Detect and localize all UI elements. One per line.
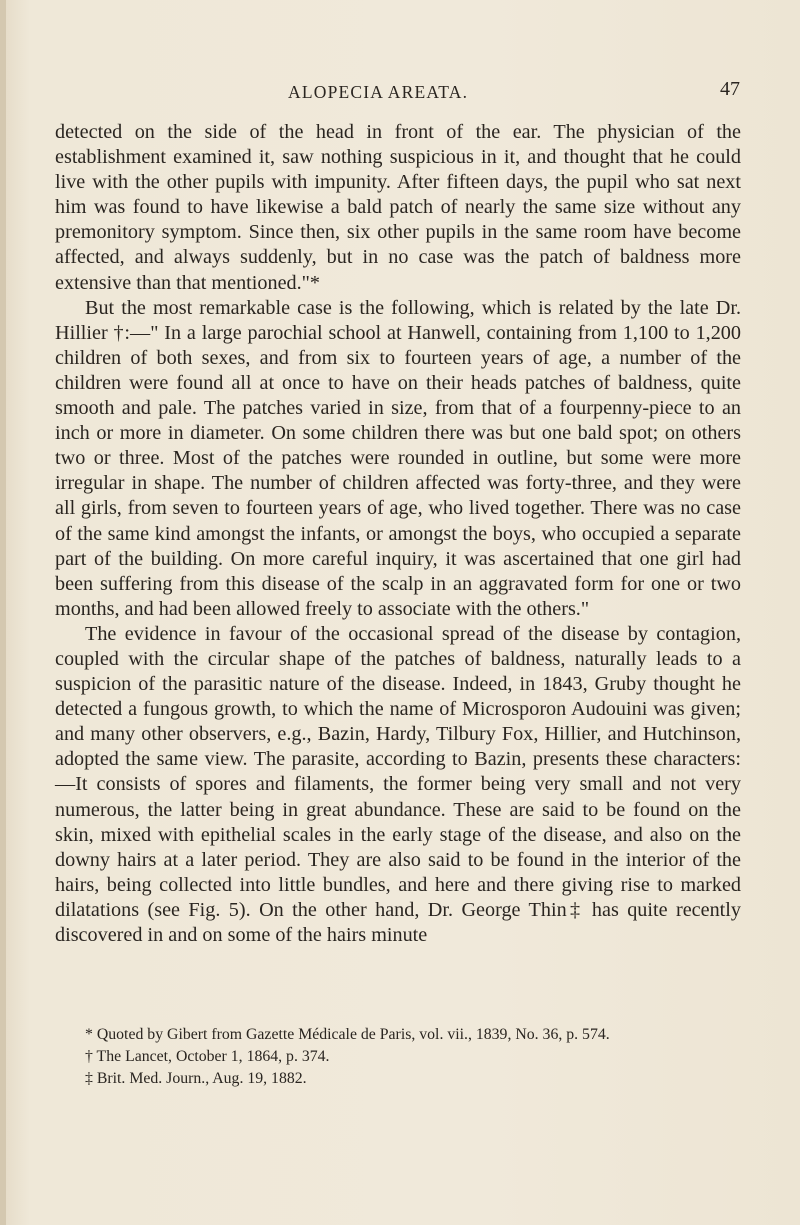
paragraph-continued: detected on the side of the head in front of the ear. The physician of the establishment examined it, saw nothing suspicious in it, and thought that he could live with the other pupils with impunity. After fifteen days, the pupil who sat next him was found to have likewise a bald patch of nearly the same size without any premonitory symptom. Since then, six other pupils in the same room have become affected, and always suddenly, but in no case was the patch of baldness more extensive than that mentioned."* — [55, 121, 741, 294]
paragraph-hillier-case: But the most remarkable case is the following, which is related by the late Dr. Hillier †:—" In a large parochial school at Hanwell, containing from 1,100 to 1,200 children of both sexes, and from six to fourteen years of age, a number of the children were found all at once to have on their heads patches of baldness, quite smooth and pale. The patches varied in size, from that of a fourpenny-piece to an inch or more in diameter. On some children there was but one bald spot; on others two or three. Most of the patches were rounded in outline, but some were more irregular in shape. The number of children affected was forty-three, and they were all girls, from seven to fourteen years of age, who lived together. There was no case of the same kind amongst the infants, or amongst the boys, who occupied a separate part of the building. On more careful inquiry, it was ascertained that one girl had been suffering from this disease of the scalp in an aggravated form for one or two months, and had been allowed freely to associate with the others." — [55, 296, 741, 620]
footnote-dagger: † The Lancet, October 1, 1864, p. 374. — [85, 1048, 330, 1065]
footnotes — [55, 1024, 741, 1090]
page-gutter-shadow — [0, 0, 6, 1225]
page-number: 47 — [720, 78, 740, 100]
page-header — [0, 78, 800, 104]
body-text — [55, 120, 741, 948]
paragraph-parasite-evidence: The evidence in favour of the occasional spread of the disease by contagion, coupled with the circular shape of the patches of baldness, naturally leads to a suspicion of the parasitic nature of the disease. Indeed, in 1843, Gruby thought he detected a fungous growth, to which the name of Microsporon Audouini was given; and many other observers, e.g., Bazin, Hardy, Tilbury Fox, Hillier, and Hutchinson, adopted the same view. The parasite, according to Bazin, presents these characters:—It consists of spores and filaments, the former being very small and not very numerous, the latter being in great abundance. These are said to be found on the skin, mixed with epithelial scales in the early stage of the disease, and also on the downy hairs at a later period. They are also said to be found in the interior of the hairs, being collected into little bundles, and here and there giving rise to marked dilatations (see Fig. 5). On the other hand, Dr. George Thin‡ has quite recently discovered in and on some of the hairs minute — [55, 622, 741, 946]
footnote-asterisk: * Quoted by Gibert from Gazette Médicale de Paris, vol. vii., 1839, No. 36, p. 574. — [85, 1026, 610, 1043]
running-head: ALOPECIA AREATA. — [288, 82, 469, 102]
footnote-double-dagger: ‡ Brit. Med. Journ., Aug. 19, 1882. — [85, 1070, 307, 1087]
